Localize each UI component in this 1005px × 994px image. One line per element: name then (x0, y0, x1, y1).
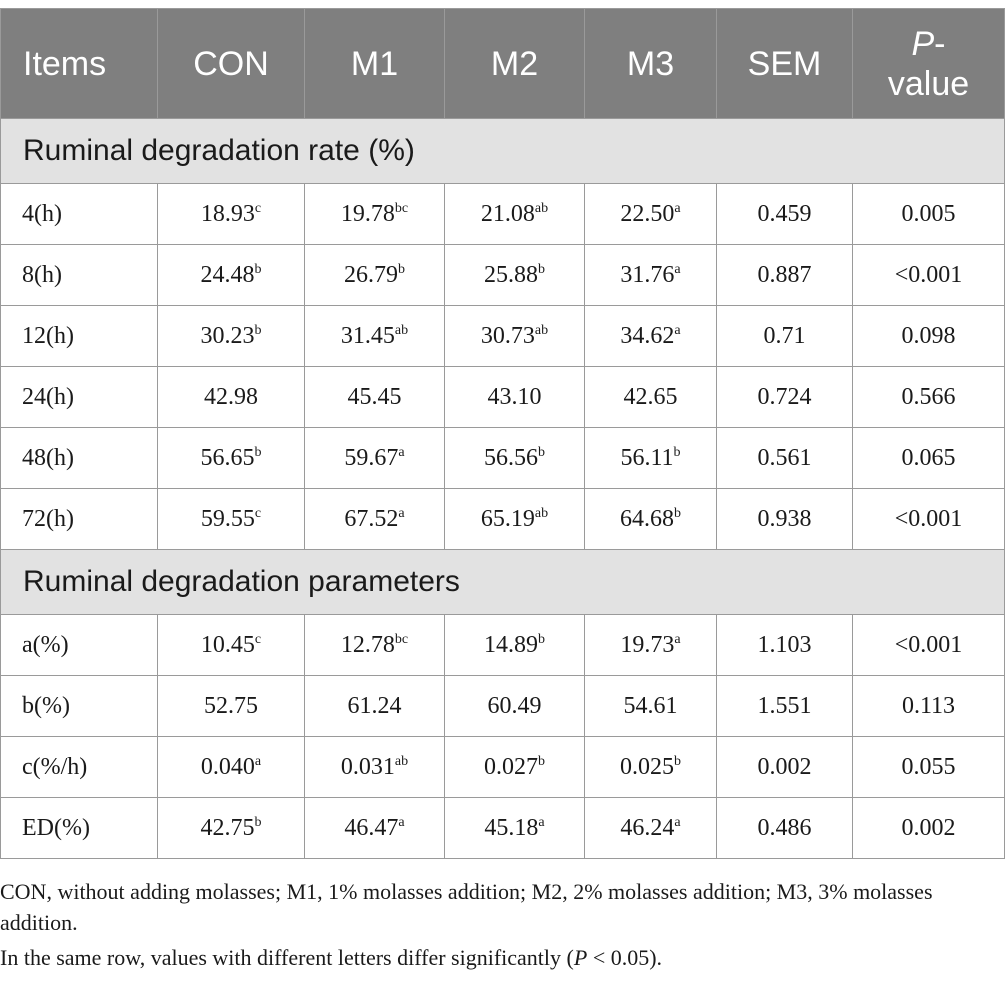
cell-con (158, 245, 305, 306)
cell-con (158, 489, 305, 550)
cell-m1-superscript: ab (394, 322, 409, 338)
cell-m1 (305, 737, 445, 798)
cell-m1 (305, 245, 445, 306)
cell-m2-superscript: ab (534, 505, 549, 521)
header-con: CON (158, 9, 305, 119)
cell-con (158, 367, 305, 428)
header-m1: M1 (305, 9, 445, 119)
cell-m2-value: 60.49 (487, 692, 542, 719)
cell-m3-value: 64.68 (620, 505, 674, 532)
cell-con-value: 56.65 (200, 444, 255, 471)
cell-item: 72(h) (1, 489, 158, 550)
cell-m3-superscript: a (674, 631, 681, 647)
cell-m1-superscript: a (398, 505, 405, 521)
section-header-row (1, 550, 1005, 615)
cell-m1 (305, 306, 445, 367)
cell-m3 (585, 428, 717, 489)
cell-p-value: 0.113 (853, 676, 1005, 737)
cell-m3-value: 19.73 (620, 631, 675, 658)
cell-m1-value: 12.78 (340, 631, 395, 658)
cell-m1 (305, 184, 445, 245)
cell-m2-value: 30.73 (480, 322, 535, 349)
cell-m3-superscript: a (674, 814, 681, 830)
table-footnotes (0, 876, 1000, 973)
cell-m1-superscript: ab (394, 753, 409, 769)
cell-con (158, 798, 305, 859)
cell-sem: 0.002 (717, 737, 853, 798)
cell-m2 (445, 615, 585, 676)
cell-con-value: 10.45 (200, 631, 255, 658)
cell-m3 (585, 737, 717, 798)
cell-m2-value: 25.88 (484, 261, 538, 288)
cell-con-superscript: b (254, 444, 262, 460)
cell-m2-superscript: ab (534, 322, 549, 338)
cell-m2-value: 65.19 (480, 505, 535, 532)
cell-m2 (445, 737, 585, 798)
cell-p-value: 0.055 (853, 737, 1005, 798)
cell-con (158, 737, 305, 798)
cell-m2-superscript: a (538, 814, 545, 830)
table-row (1, 245, 1005, 306)
cell-m1 (305, 798, 445, 859)
cell-sem: 0.71 (717, 306, 853, 367)
cell-m1 (305, 367, 445, 428)
cell-m3-value: 54.61 (623, 692, 678, 719)
cell-m3 (585, 676, 717, 737)
cell-item: ED(%) (1, 798, 158, 859)
section-title: Ruminal degradation parameters (1, 550, 1005, 615)
table-row (1, 798, 1005, 859)
header-p-value-word: value (887, 64, 970, 103)
cell-m1-value: 67.52 (344, 505, 399, 532)
footnote-sig-after: < 0.05). (587, 945, 663, 970)
cell-m2-value: 45.18 (484, 814, 539, 841)
table-row (1, 489, 1005, 550)
cell-m2-superscript: b (538, 753, 545, 769)
cell-m2-superscript: ab (534, 200, 549, 216)
table-body (1, 119, 1005, 859)
cell-m1 (305, 615, 445, 676)
header-m2: M2 (445, 9, 585, 119)
cell-m1-superscript: bc (394, 200, 409, 216)
cell-con-value: 24.48 (200, 261, 255, 288)
cell-m3-value: 0.025 (620, 753, 674, 780)
header-p-italic: P (911, 24, 935, 63)
cell-m3 (585, 184, 717, 245)
cell-con (158, 306, 305, 367)
cell-sem: 0.724 (717, 367, 853, 428)
cell-m1-value: 19.78 (340, 200, 395, 227)
cell-m2 (445, 428, 585, 489)
cell-m3-superscript: a (674, 322, 681, 338)
cell-m3 (585, 245, 717, 306)
cell-m3-superscript: a (674, 200, 681, 216)
footnote-significance (0, 942, 1000, 973)
cell-m1-value: 0.031 (340, 753, 395, 780)
cell-m3 (585, 367, 717, 428)
results-table (0, 8, 1005, 859)
table-row (1, 428, 1005, 489)
cell-p-value: 0.065 (853, 428, 1005, 489)
cell-con-superscript: c (254, 505, 262, 521)
footnote-abbreviations: CON, without adding molasses; M1, 1% molasses addition; M2, 2% molasses addition; M3, 3% molasses addition. (0, 879, 933, 935)
table-row (1, 615, 1005, 676)
cell-con (158, 676, 305, 737)
cell-m1 (305, 428, 445, 489)
cell-m1-value: 45.45 (347, 383, 402, 410)
cell-m1-value: 46.47 (344, 814, 399, 841)
cell-con-superscript: b (254, 261, 262, 277)
cell-con (158, 428, 305, 489)
cell-m2 (445, 306, 585, 367)
cell-m3-value: 22.50 (620, 200, 675, 227)
cell-sem: 0.887 (717, 245, 853, 306)
cell-m2-value: 0.027 (484, 753, 538, 780)
cell-con-superscript: a (254, 753, 262, 769)
cell-item: a(%) (1, 615, 158, 676)
header-m3: M3 (585, 9, 717, 119)
cell-con-superscript: c (254, 200, 262, 216)
table-row (1, 676, 1005, 737)
cell-m3 (585, 306, 717, 367)
cell-m1-value: 31.45 (340, 322, 395, 349)
cell-con-superscript: b (254, 322, 262, 338)
cell-item: 4(h) (1, 184, 158, 245)
cell-p-value: <0.001 (853, 489, 1005, 550)
cell-m2 (445, 798, 585, 859)
cell-m2 (445, 184, 585, 245)
cell-con (158, 184, 305, 245)
cell-m1 (305, 676, 445, 737)
cell-sem: 0.459 (717, 184, 853, 245)
cell-p-value: 0.566 (853, 367, 1005, 428)
header-p-value (853, 9, 1005, 119)
cell-p-value: <0.001 (853, 245, 1005, 306)
cell-con-value: 18.93 (200, 200, 255, 227)
cell-m1 (305, 489, 445, 550)
cell-m3 (585, 798, 717, 859)
cell-m2 (445, 489, 585, 550)
cell-item: 12(h) (1, 306, 158, 367)
cell-item: 24(h) (1, 367, 158, 428)
header-sem: SEM (717, 9, 853, 119)
cell-p-value: 0.002 (853, 798, 1005, 859)
cell-m2-value: 56.56 (484, 444, 538, 471)
cell-sem: 0.561 (717, 428, 853, 489)
cell-con-value: 42.98 (204, 383, 258, 410)
header-items: Items (1, 9, 158, 119)
header-row (1, 9, 1005, 119)
cell-m3-value: 42.65 (623, 383, 678, 410)
cell-m3-value: 34.62 (620, 322, 675, 349)
cell-p-value: <0.001 (853, 615, 1005, 676)
cell-m3 (585, 489, 717, 550)
cell-m2-value: 43.10 (487, 383, 542, 410)
cell-con-value: 52.75 (204, 692, 258, 719)
cell-sem: 0.938 (717, 489, 853, 550)
section-title: Ruminal degradation rate (%) (1, 119, 1005, 184)
cell-m1-superscript: a (398, 814, 405, 830)
cell-m1-superscript: a (398, 444, 405, 460)
cell-sem: 1.551 (717, 676, 853, 737)
cell-m1-superscript: b (398, 261, 405, 277)
cell-item: 8(h) (1, 245, 158, 306)
cell-m3-value: 56.11 (620, 444, 674, 471)
cell-m2-value: 21.08 (480, 200, 535, 227)
cell-con-superscript: c (254, 631, 262, 647)
cell-con-superscript: b (254, 814, 262, 830)
cell-item: c(%/h) (1, 737, 158, 798)
table-row (1, 737, 1005, 798)
cell-m3-value: 31.76 (620, 261, 675, 288)
table-header (1, 9, 1005, 119)
cell-con-value: 42.75 (200, 814, 255, 841)
footnote-sig-italic: P (573, 945, 588, 970)
cell-m1-value: 59.67 (344, 444, 399, 471)
cell-m2 (445, 245, 585, 306)
cell-sem: 0.486 (717, 798, 853, 859)
section-header-row (1, 119, 1005, 184)
cell-m3-superscript: b (674, 753, 681, 769)
cell-item: 48(h) (1, 428, 158, 489)
cell-p-value: 0.098 (853, 306, 1005, 367)
cell-con-value: 59.55 (200, 505, 255, 532)
cell-m3 (585, 615, 717, 676)
cell-m2-superscript: b (538, 444, 545, 460)
cell-m3-superscript: b (674, 505, 681, 521)
cell-m3-superscript: a (674, 261, 681, 277)
cell-m3-superscript: b (673, 444, 681, 460)
cell-m2 (445, 676, 585, 737)
cell-m1-value: 61.24 (347, 692, 402, 719)
cell-sem: 1.103 (717, 615, 853, 676)
cell-p-value: 0.005 (853, 184, 1005, 245)
table-row (1, 367, 1005, 428)
cell-m3-value: 46.24 (620, 814, 675, 841)
cell-m2-superscript: b (538, 631, 545, 647)
cell-m1-value: 26.79 (344, 261, 398, 288)
cell-m1-superscript: bc (394, 631, 409, 647)
cell-con-value: 30.23 (200, 322, 255, 349)
cell-con (158, 615, 305, 676)
cell-item: b(%) (1, 676, 158, 737)
cell-m2-value: 14.89 (484, 631, 538, 658)
table-row (1, 306, 1005, 367)
cell-m2-superscript: b (538, 261, 545, 277)
header-p-hyphen: - (934, 24, 946, 63)
footnote-sig-before: In the same row, values with different letters differ significantly ( (0, 945, 574, 970)
cell-con-value: 0.040 (200, 753, 255, 780)
table-row (1, 184, 1005, 245)
cell-m2 (445, 367, 585, 428)
